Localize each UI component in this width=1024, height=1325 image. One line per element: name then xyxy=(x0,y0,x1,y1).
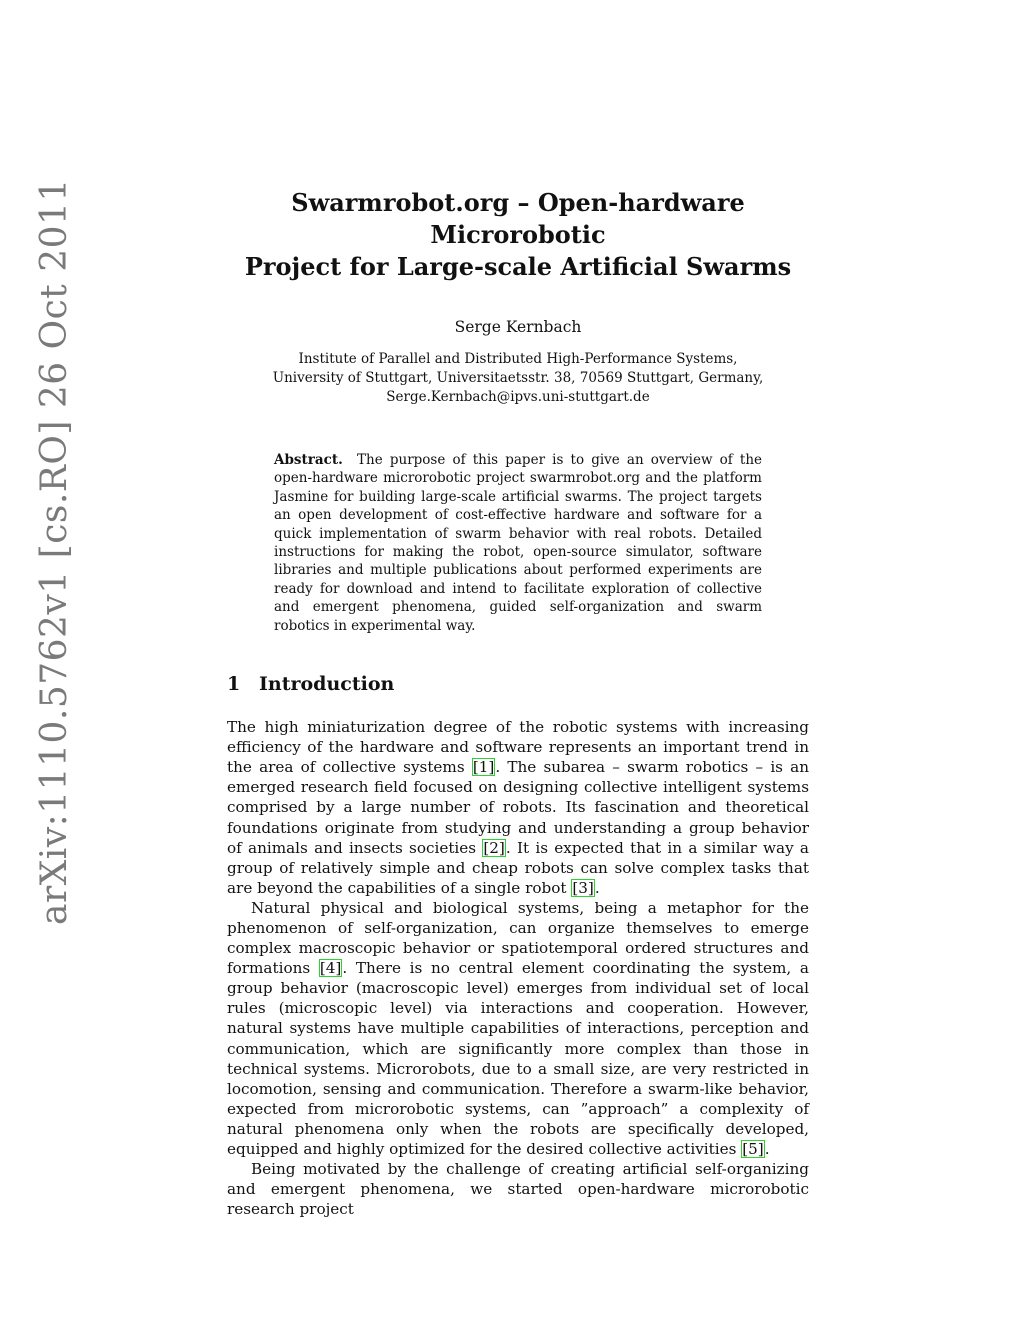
citation-link-5[interactable]: [5] xyxy=(742,1140,764,1159)
section-number: 1 xyxy=(227,673,241,696)
section-title: Introduction xyxy=(259,673,395,696)
arxiv-side-stamp: arXiv:1110.5762v1 [cs.RO] 26 Oct 2011 xyxy=(34,178,75,925)
section-heading-introduction xyxy=(227,673,809,695)
paragraph-2-text-a: Natural physical and biological systems, being a metaphor for the phenomenon of self-organization, can organize themselves to emerge complex macroscopic behavior or spatiotemporal ordered structures and formations xyxy=(227,898,809,978)
title-line-2: Project for Large-scale Artificial Swarms xyxy=(244,252,792,281)
introduction-body xyxy=(227,717,809,1219)
citation-link-2[interactable]: [2] xyxy=(483,838,505,857)
paragraph-2-text-b: . There is no central element coordinating the system, a group behavior (macroscopic level) emerges from individual set of local rules (microscopic level) via interactions and cooperation. However, natural systems have multiple capabilities of interactions, perception and communication, which are significantly more complex than those in technical systems. Microrobots, due to a small size, are very restricted in locomotion, sensing and communication. Therefore a swarm-like behavior, expected from microrobotic systems, can ”approach” a complexity of natural phenomena only when the robots are specifically developed, equipped and highly optimized for the desired collective activities xyxy=(227,959,809,1159)
paragraph-1-text-a: The high miniaturization degree of the robotic systems with increasing efficiency of the hardware and software represents an important trend in the area of collective systems xyxy=(227,718,809,777)
abstract-text: The purpose of this paper is to give an overview of the open-hardware microrobotic project swarmrobot.org and the platform Jasmine for building large-scale artificial swarms. The project targets an open development of cost-effective hardware and software for a quick implementation of swarm behavior with real robots. Detailed instructions for making the robot, open-source simulator, software libraries and multiple publications about performed experiments are ready for download and intend to facilitate exploration of collective and emergent phenomena, guided self-organization and swarm robotics in experimental way. xyxy=(274,452,762,634)
author-name: Serge Kernbach xyxy=(454,318,582,336)
abstract-label: Abstract. xyxy=(274,452,343,468)
citation-link-1[interactable]: [1] xyxy=(472,758,495,777)
paragraph-2-text-c: . xyxy=(764,1140,770,1159)
affiliation-line-2: University of Stuttgart, Universitaetsstr. 38, 70569 Stuttgart, Germany, xyxy=(272,370,764,386)
paragraph-1 xyxy=(227,717,809,898)
paragraph-1-text-d: . xyxy=(594,878,600,897)
paragraph-1-text-c: . It is expected that in a similar way a group of relatively simple and cheap robots can solve complex tasks that are beyond the capabilities of a single robot xyxy=(227,838,809,897)
affiliation xyxy=(227,350,809,407)
title-line-1: Swarmrobot.org – Open-hardware Microrobotic xyxy=(291,188,745,249)
paper-page xyxy=(227,187,809,1219)
citation-link-3[interactable]: [3] xyxy=(572,878,594,897)
author-email: Serge.Kernbach@ipvs.uni-stuttgart.de xyxy=(386,389,650,405)
paper-title xyxy=(227,187,809,283)
citation-link-4[interactable]: [4] xyxy=(319,959,342,978)
affiliation-line-1: Institute of Parallel and Distributed High-Performance Systems, xyxy=(298,351,738,367)
abstract xyxy=(274,451,762,635)
paragraph-1-text-b: . The subarea – swarm robotics – is an emerged research field focused on designing collective intelligent systems comprised by a large number of robots. Its fascination and theoretical foundations originate from studying and understanding a group behavior of animals and insects societies xyxy=(227,758,810,857)
paragraph-3: Being motivated by the challenge of creating artificial self-organizing and emergent phenomena, we started open-hardware microrobotic research project xyxy=(227,1160,809,1219)
paragraph-2 xyxy=(227,898,809,1159)
